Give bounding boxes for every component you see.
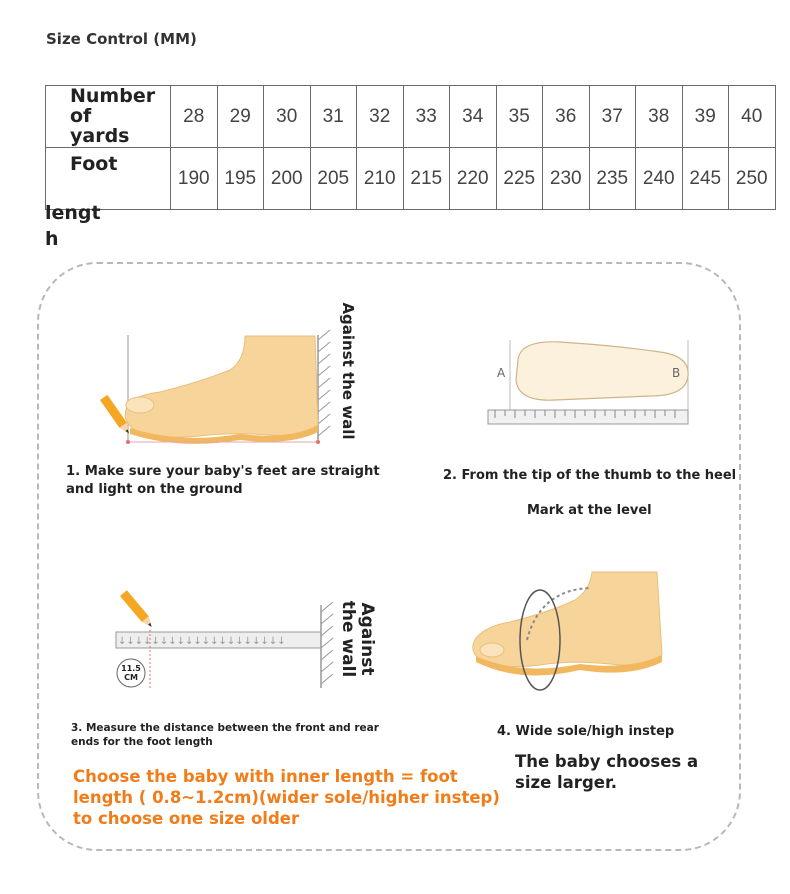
length-cell: 225: [496, 148, 543, 210]
length-cell: 240: [636, 148, 683, 210]
row-label-length: lengt h: [45, 202, 101, 250]
step3-badge-text: 11.5 CM: [121, 664, 141, 682]
size-cell: 38: [636, 86, 683, 148]
length-cell: 195: [217, 148, 264, 210]
size-cell: 33: [403, 86, 450, 148]
step3-caption: 3. Measure the distance between the front and rear ends for the foot length: [71, 722, 379, 748]
row-label-foot: Foot: [70, 153, 118, 175]
size-cell: 32: [357, 86, 404, 148]
size-cell: 29: [217, 86, 264, 148]
size-cell: 28: [171, 86, 218, 148]
size-cell: 31: [310, 86, 357, 148]
length-cell: 215: [403, 148, 450, 210]
length-cell: 220: [450, 148, 497, 210]
length-cell: 230: [543, 148, 590, 210]
step1-caption: 1. Make sure your baby's feet are straight and light on the ground: [66, 464, 380, 497]
size-cell: 37: [589, 86, 636, 148]
size-cell: 36: [543, 86, 590, 148]
step4-caption: 4. Wide sole/high instep: [497, 724, 675, 739]
step3-wall-label: Against the wall: [338, 600, 377, 678]
step1-wall-label: Against the wall: [339, 302, 357, 440]
step2-point-b: B: [672, 366, 681, 380]
size-cell: 40: [729, 86, 776, 148]
size-cell: 34: [450, 86, 497, 148]
size-cell: 35: [496, 86, 543, 148]
length-cell: 235: [589, 148, 636, 210]
length-cell: 205: [310, 148, 357, 210]
step2-caption: 2. From the tip of the thumb to the heel: [443, 468, 737, 483]
length-cell: 200: [264, 148, 311, 210]
page-title: Size Control (MM): [46, 30, 197, 48]
length-cell: 245: [682, 148, 729, 210]
size-cell: 30: [264, 86, 311, 148]
svg-text:↓↓↓↓↓↓↓↓↓↓↓↓↓↓↓↓↓↓↓↓: ↓↓↓↓↓↓↓↓↓↓↓↓↓↓↓↓↓↓↓↓: [118, 636, 286, 647]
step2-subcaption: Mark at the level: [527, 503, 652, 518]
size-larger-note: The baby chooses a size larger.: [515, 752, 699, 792]
inner-length-note: Choose the baby with inner length = foot length ( 0.8~1.2cm)(wider sole/higher instep) to choose one size older: [73, 767, 500, 828]
length-cell: 250: [729, 148, 776, 210]
length-cell: 210: [357, 148, 404, 210]
length-cell: 190: [171, 148, 218, 210]
size-cell: 39: [682, 86, 729, 148]
row-label-yards-text: Number of yards: [70, 85, 156, 147]
step2-point-a: A: [497, 366, 506, 380]
